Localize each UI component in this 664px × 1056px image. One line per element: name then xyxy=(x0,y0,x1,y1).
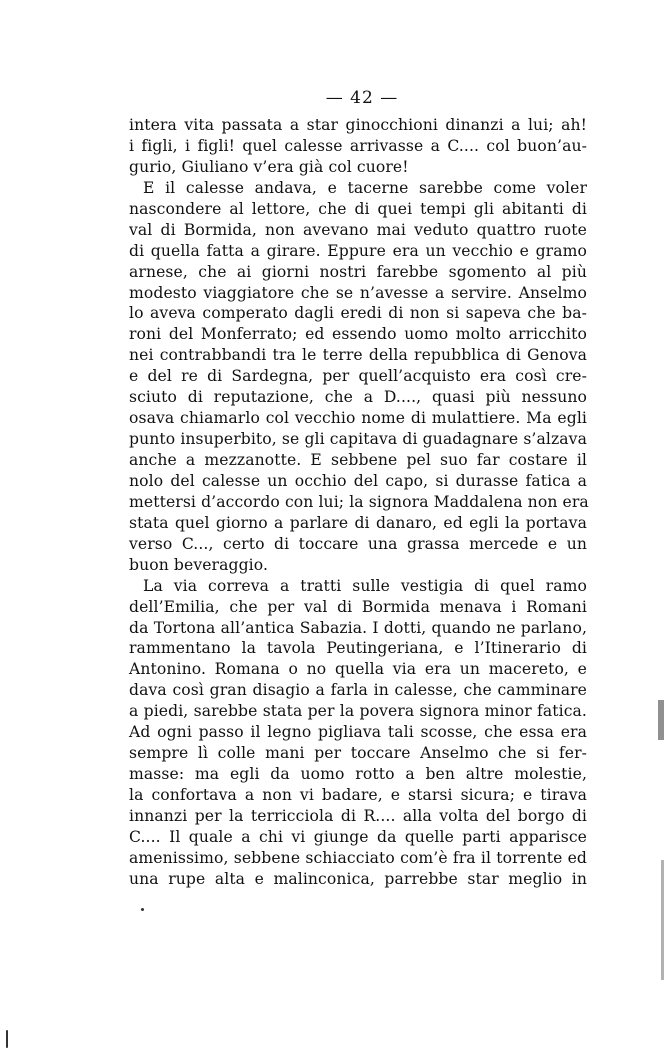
text-line: buon beveraggio. xyxy=(129,555,269,574)
text-line: masse: ma egli da uomo rotto a ben altre molestie, xyxy=(129,765,587,784)
text-line: sempre lì colle mani per toccare Anselmo che si fer- xyxy=(129,744,587,763)
text-line: sciuto di reputazione, che a D...., quasi più nessuno xyxy=(129,388,587,407)
text-line: a piedi, sarebbe stata per la povera signora minor fatica. xyxy=(129,702,587,721)
text-line: osava chiamarlo col vecchio nome di mulattiere. Ma egli xyxy=(129,409,587,428)
body-text xyxy=(129,115,587,890)
print-speck xyxy=(6,1030,8,1048)
text-line: stata quel giorno a parlare di danaro, ed egli la portava xyxy=(129,513,587,532)
text-line: Ad ogni passo il legno pigliava tali scosse, che essa era xyxy=(129,723,587,742)
text-line: amenissimo, sebbene schiacciato com’è fra il torrente ed xyxy=(129,848,587,867)
text-line: la confortava a non vi badare, e starsi sicura; e tirava xyxy=(129,786,587,804)
text-line: anche a mezzanotte. E sebbene pel suo far costare il xyxy=(129,451,587,469)
text-line: lo aveva comperato dagli eredi di non si sapeva che ba- xyxy=(129,304,587,323)
text-line: da Tortona all’antica Sabazia. I dotti, quando ne parlano, xyxy=(129,618,587,637)
text-line: La via correva a tratti sulle vestigia di quel ramo xyxy=(143,576,587,595)
text-line: dell’Emilia, che per val di Bormida menava i Romani xyxy=(129,597,587,616)
text-line: E il calesse andava, e tacerne sarebbe come voler xyxy=(143,178,587,197)
text-line: innanzi per la terricciola di R.... alla volta del borgo di xyxy=(129,806,587,825)
text-line: mettersi d’accordo con lui; la signora Maddalena non era xyxy=(129,492,589,511)
text-line: i figli, i figli! quel calesse arrivasse a C.... col buon’au- xyxy=(129,136,587,155)
text-line: di quella fatta a girare. Eppure era un vecchio e gramo xyxy=(129,241,587,260)
text-line: C.... Il quale a chi vi giunge da quelle parti apparisce xyxy=(129,827,587,846)
text-line: nei contrabbandi tra le terre della repubblica di Genova xyxy=(129,346,587,365)
text-line: rammentano la tavola Peutingeriana, e l’Itinerario di xyxy=(129,639,587,658)
text-line: val di Bormida, non avevano mai veduto quattro ruote xyxy=(129,220,587,239)
page-edge-shadow xyxy=(658,700,664,740)
text-line: dava così gran disagio a farla in calesse, che camminare xyxy=(129,681,587,700)
text-line: arnese, che ai giorni nostri farebbe sgomento al più xyxy=(129,262,587,281)
text-line: modesto viaggiatore che se n’avesse a servire. Anselmo xyxy=(129,283,587,302)
page-number: — 42 — xyxy=(325,88,399,108)
text-line: una rupe alta e malinconica, parrebbe star meglio in xyxy=(129,869,587,888)
text-line: gurio, Giuliano v’era già col cuore! xyxy=(129,157,409,176)
text-line: e del re di Sardegna, per quell’acquisto era così cre- xyxy=(129,367,587,386)
text-line: nolo del calesse un occhio del capo, si durasse fatica a xyxy=(129,471,587,490)
print-speck xyxy=(141,908,144,911)
text-line: roni del Monferrato; ed essendo uomo molto arricchito xyxy=(129,325,587,344)
text-line: Antonino. Romana o no quella via era un macereto, e xyxy=(129,660,587,679)
text-line: intera vita passata a star ginocchioni dinanzi a lui; ah! xyxy=(129,116,587,134)
text-line: nascondere al lettore, che di quei tempi gli abitanti di xyxy=(129,199,587,218)
text-line: verso C..., certo di toccare una grassa mercede e un xyxy=(129,534,587,553)
text-line: punto insuperbito, se gli capitava di guadagnare s’alzava xyxy=(129,430,587,449)
